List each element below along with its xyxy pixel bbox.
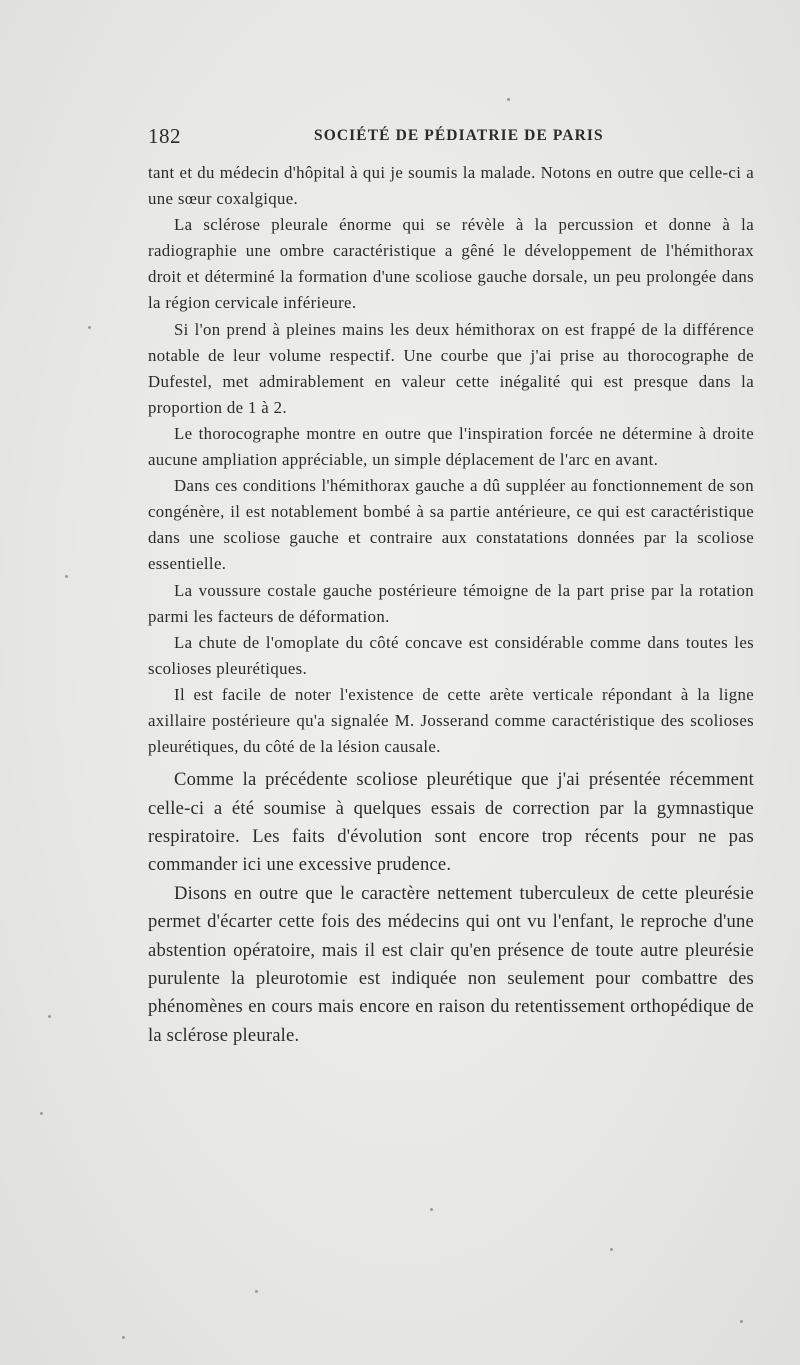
paragraph-3: Si l'on prend à pleines mains les deux hémithorax on est frappé de la différence notable de leur volume respectif. Une courbe que j'ai prise au thorocographe de Dufestel, met admirablement en valeur cette inégalité qui est presque dans la proportion de 1 à 2. bbox=[148, 319, 754, 417]
paper-speck bbox=[65, 575, 68, 578]
paper-speck bbox=[430, 1208, 433, 1211]
paper-speck bbox=[88, 326, 91, 329]
paragraph-7: La chute de l'omoplate du côté concave est considérable comme dans toutes les scolioses pleurétiques. bbox=[148, 632, 754, 678]
paper-speck bbox=[255, 1290, 258, 1293]
paragraph-1: tant et du médecin d'hôpital à qui je soumis la malade. Notons en outre que celle-ci a une sœur coxalgique. bbox=[148, 163, 754, 209]
paper-speck bbox=[48, 1015, 51, 1018]
paragraph-6: La voussure costale gauche postérieure témoigne de la part prise par la rotation parmi les facteurs de déformation. bbox=[148, 580, 754, 626]
large-type-section bbox=[148, 766, 754, 1050]
paper-speck bbox=[40, 1112, 43, 1115]
paragraph-10: Disons en outre que le caractère nettement tuberculeux de cette pleurésie permet d'écarter cette fois des médecins qui ont vu l'enfant, le reproche d'une abstention opératoire, mais il est clair qu'en présence de toute autre pleurésie purulente la pleurotomie est indiquée non seulement pour combattre des phénomènes en cours mais encore en raison du retentissement orthopédique de la sclérose pleurale. bbox=[148, 882, 754, 1046]
paper-speck bbox=[507, 98, 510, 101]
page-header bbox=[148, 124, 748, 150]
paper-speck bbox=[122, 1336, 125, 1339]
paragraph-2: La sclérose pleurale énorme qui se révèle à la percussion et donne à la radiographie une ombre caractéristique a gêné le développement de l'hémithorax droit et déterminé la formation d'une scoliose gauche dorsale, un peu prolongée dans la région cervicale inférieure. bbox=[148, 215, 754, 313]
paragraph-9: Comme la précédente scoliose pleurétique que j'ai présentée récemment celle-ci a été soumise à quelques essais de correction par la gymnastique respiratoire. Les faits d'évolution sont encore trop récents pour ne pas commander ici une excessive prudence. bbox=[148, 769, 754, 876]
running-title: SOCIÉTÉ DE PÉDIATRIE DE PARIS bbox=[314, 127, 604, 144]
paper-speck bbox=[610, 1248, 613, 1251]
paragraph-8: Il est facile de noter l'existence de cette arète verticale répondant à la ligne axillaire postérieure qu'a signalée M. Josserand comme caractéristique des scolioses pleurétiques, du côté de la lésion causale. bbox=[148, 684, 754, 757]
paragraph-4: Le thorocographe montre en outre que l'inspiration forcée ne détermine à droite aucune ampliation appréciable, un simple déplacement de l'arc en avant. bbox=[148, 423, 754, 470]
paper-speck bbox=[740, 1320, 743, 1323]
paragraph-5: Dans ces conditions l'hémithorax gauche a dû suppléer au fonctionnement de son congénère, il est notablement bombé à sa partie antérieure, ce qui est caractéristique dans une scoliose gauche et contraire aux constatations données par la scoliose essentielle. bbox=[148, 476, 754, 574]
page-number: 182 bbox=[148, 124, 181, 148]
body-text bbox=[148, 160, 754, 1050]
